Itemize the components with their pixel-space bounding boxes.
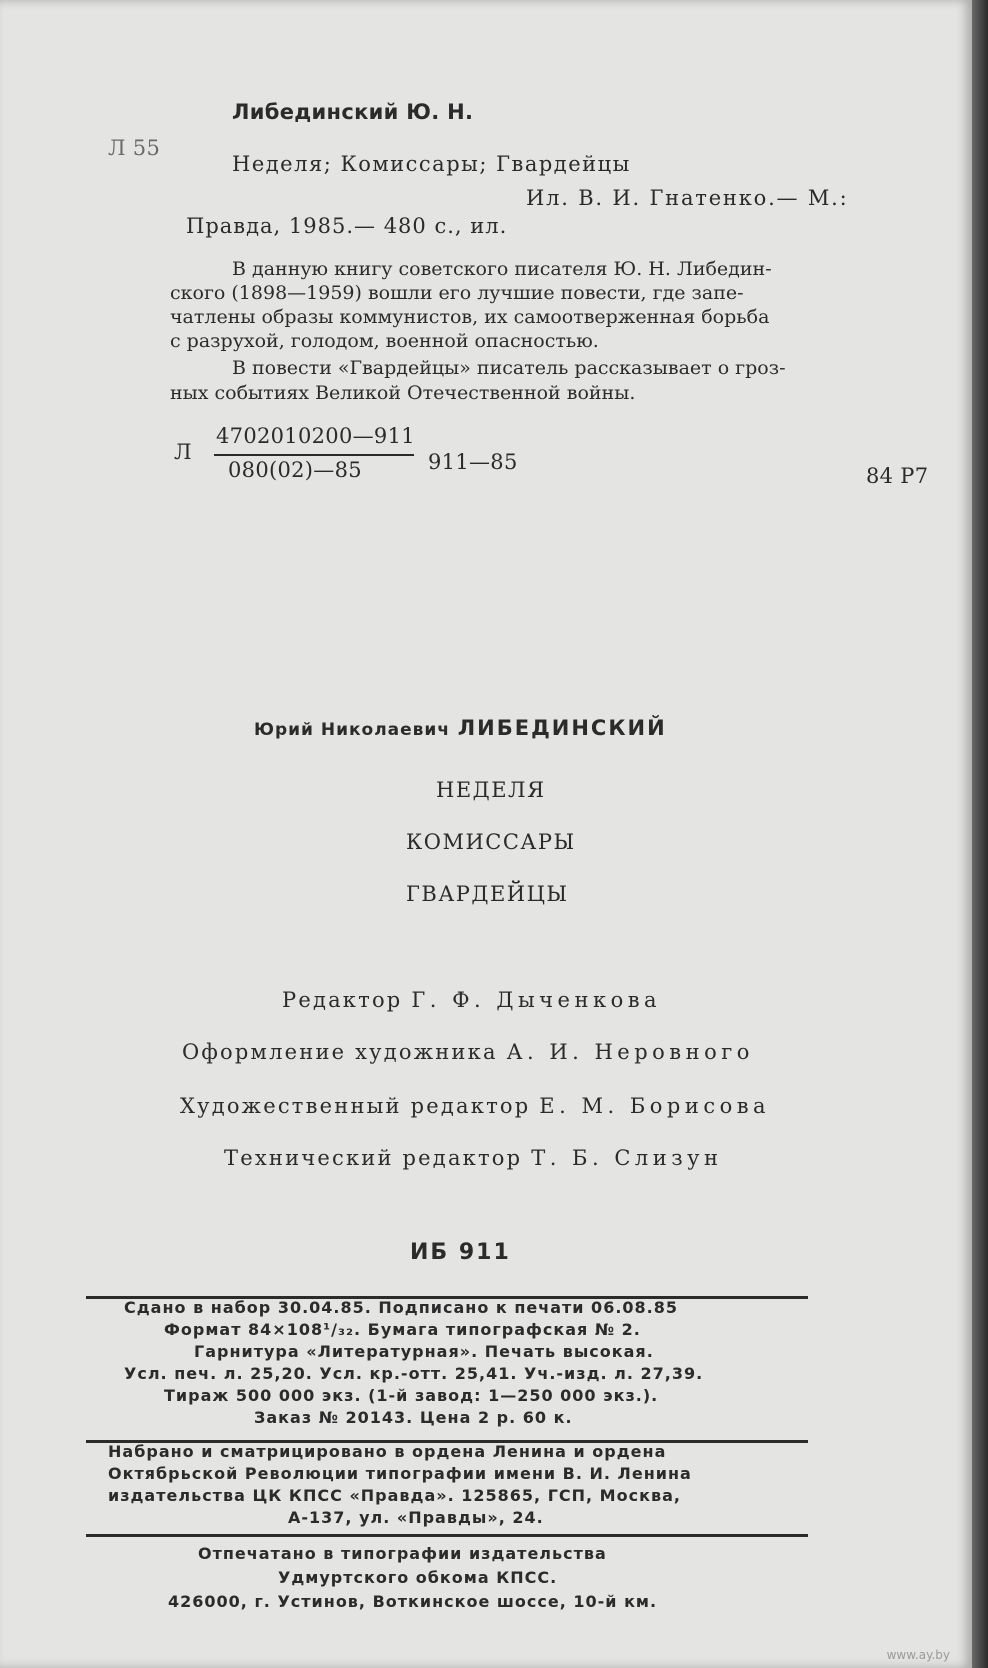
- annotation-line: ных событиях Великой Отечественной войны.: [170, 382, 636, 404]
- ib-number: ИБ 911: [410, 1240, 511, 1265]
- staff-role: Оформление художника: [182, 1040, 498, 1064]
- page-edge: [972, 0, 988, 1668]
- catalog-code: Л 55: [108, 136, 161, 160]
- fraction-numerator: 4702010200—911: [216, 424, 415, 448]
- print-line: Усл. печ. л. 25,20. Усл. кр.-отт. 25,41. Уч.-изд. л. 27,39.: [124, 1364, 704, 1383]
- staff-name: Е. М. Борисова: [539, 1094, 771, 1118]
- staff-line: [180, 1094, 770, 1118]
- print-line: издательства ЦК КПСС «Правда». 125865, ГСП, Москва,: [108, 1486, 681, 1505]
- print-line: Гарнитура «Литературная». Печать высокая.: [194, 1342, 654, 1361]
- annotation-line: ского (1898—1959) вошли его лучшие повести, где запе-: [170, 282, 744, 304]
- print-line: Сдано в набор 30.04.85. Подписано к печати 06.08.85: [124, 1298, 679, 1317]
- catalog-titles: Неделя; Комиссары; Гвардейцы: [232, 152, 631, 176]
- bbk-index: 84 Р7: [866, 464, 929, 488]
- book-title: КОМИССАРЫ: [406, 830, 576, 854]
- catalog-imprint: Правда, 1985.— 480 с., ил.: [186, 214, 508, 238]
- print-line: А-137, ул. «Правды», 24.: [288, 1508, 544, 1527]
- book-title: ГВАРДЕЙЦЫ: [406, 882, 569, 906]
- catalog-author: Либединский Ю. Н.: [232, 100, 474, 124]
- print-line: Октябрьской Революции типографии имени В. И. Ленина: [108, 1464, 692, 1483]
- site-watermark: www.ay.by: [886, 1648, 950, 1662]
- staff-name: Т. Б. Слизун: [531, 1146, 723, 1170]
- annotation-line: В данную книгу советского писателя Ю. Н. Либедин-: [232, 258, 772, 280]
- author-last-name: ЛИБЕДИНСКИЙ: [457, 716, 667, 740]
- classification-letter: Л: [174, 440, 192, 464]
- staff-role: Редактор: [282, 988, 403, 1012]
- annotation-line: чатлены образы коммунистов, их самоотверженная борьба: [170, 306, 770, 328]
- print-line: 426000, г. Устинов, Воткинское шоссе, 10-й км.: [168, 1592, 658, 1611]
- colophon-author: [254, 716, 667, 740]
- staff-role: Технический редактор: [224, 1146, 523, 1170]
- staff-name: А. И. Неровного: [506, 1040, 754, 1064]
- fraction-tail: 911—85: [428, 450, 518, 474]
- print-line: Набрано и сматрицировано в ордена Ленина и ордена: [108, 1442, 667, 1461]
- catalog-illustrator: Ил. В. И. Гнатенко.— М.:: [526, 186, 849, 210]
- staff-role: Художественный редактор: [180, 1094, 531, 1118]
- annotation-line: с разрухой, голодом, военной опасностью.: [170, 330, 599, 352]
- print-line: Тираж 500 000 экз. (1-й завод: 1—250 000 экз.).: [164, 1386, 659, 1405]
- staff-name: Г. Ф. Дыченкова: [411, 988, 662, 1012]
- book-title: НЕДЕЛЯ: [436, 778, 546, 802]
- print-line: Формат 84×108¹/₃₂. Бумага типографская № 2.: [164, 1320, 641, 1339]
- annotation-line: В повести «Гвардейцы» писатель рассказывает о гроз-: [232, 357, 786, 379]
- author-first-names: Юрий Николаевич: [254, 720, 451, 740]
- staff-line: [282, 988, 661, 1012]
- staff-line: [224, 1146, 723, 1170]
- print-line: Заказ № 20143. Цена 2 р. 60 к.: [254, 1408, 573, 1427]
- print-line: Отпечатано в типографии издательства: [198, 1544, 607, 1563]
- staff-line: [182, 1040, 754, 1064]
- divider-line: [86, 1534, 808, 1537]
- fraction-line: [214, 454, 414, 456]
- print-line: Удмуртского обкома КПСС.: [278, 1568, 558, 1587]
- fraction-denominator: 080(02)—85: [228, 458, 362, 482]
